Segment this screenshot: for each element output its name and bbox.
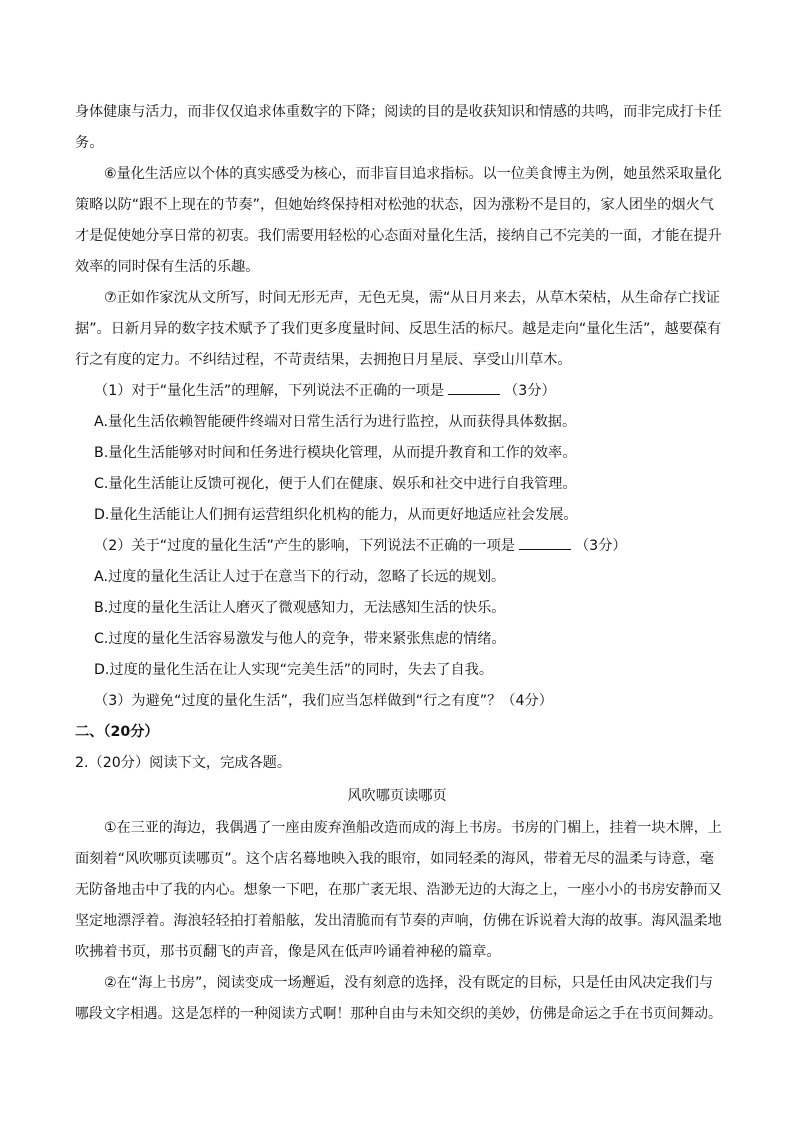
- question-stem-text: （2）关于“过度的量化生活”产生的影响，下列说法不正确的一项是: [94, 538, 515, 554]
- question-2-stem: [94, 536, 627, 556]
- section-heading: 二、（20分）: [75, 724, 159, 740]
- essay-paragraph-1-line: 无防备地击中了我的内心。想象一下吧，在那广袤无垠、浩渺无边的大海之上，一座小小的书房安静而又: [75, 882, 722, 898]
- question-score: （3分）: [574, 538, 627, 554]
- question-1-stem: [94, 381, 556, 401]
- paragraph-6-line: ⑥量化生活应以个体的真实感受为核心，而非盲目追求指标。以一位美食博主为例，她虽然采取量化: [104, 166, 722, 182]
- answer-blank[interactable]: [519, 537, 571, 550]
- essay-title: 风吹哪页读哪页: [347, 788, 447, 804]
- essay-paragraph-1-line: 面刻着“风吹哪页读哪页”。这个店名蓦地映入我的眼帘，如同轻柔的海风，带着无尽的温柔与诗意，毫: [75, 851, 714, 867]
- essay-paragraph-1-line: 吹拂着书页，那书页翻飞的声音，像是风在低声吟诵着神秘的篇章。: [75, 944, 501, 960]
- option-a: A.过度的量化生活让人过于在意当下的行动，忽略了长远的规划。: [94, 569, 506, 585]
- option-c: C.过度的量化生活容易激发与他人的竞争，带来紧张焦虑的情绪。: [94, 631, 506, 647]
- text-line: 身体健康与活力，而非仅仅追求体重数字的下降；阅读的目的是收获知识和情感的共鸣，而非完成打卡任: [75, 104, 722, 120]
- question-stem-text: （1）对于“量化生活”的理解，下列说法不正确的一项是: [94, 383, 445, 399]
- text-line: 务。: [75, 135, 104, 151]
- option-c: C.量化生活能让反馈可视化，便于人们在健康、娱乐和社交中进行自我管理。: [94, 476, 577, 492]
- section-instruction: 2.（20分）阅读下文，完成各题。: [75, 755, 292, 771]
- question-score: （3分）: [504, 383, 556, 399]
- paragraph-7-line: 据”。日新月异的数字技术赋予了我们更多度量时间、反思生活的标尺。越是走向“量化生活”，越要葆有: [75, 321, 722, 337]
- option-d: D.过度的量化生活在让人实现“完美生活”的同时，失去了自我。: [94, 662, 494, 678]
- paragraph-7-line: 行之有度的定力。不纠结过程，不苛责结果，去拥抱日月星辰、享受山川草木。: [75, 352, 572, 368]
- essay-paragraph-1-line: ①在三亚的海边，我偶遇了一座由废弃渔船改造而成的海上书房。书房的门楣上，挂着一块木牌，上: [104, 820, 722, 836]
- option-a: A.量化生活依赖智能硬件终端对日常生活行为进行监控，从而获得具体数据。: [94, 414, 577, 430]
- answer-blank[interactable]: [448, 382, 500, 395]
- paragraph-6-line: 效率的同时保有生活的乐趣。: [75, 259, 260, 275]
- paragraph-7-line: ⑦正如作家沈从文所写，时间无形无声，无色无臭，需“从日月来去，从草木荣枯，从生命存亡找证: [104, 290, 720, 306]
- option-b: B.过度的量化生活让人磨灭了微观感知力，无法感知生活的快乐。: [94, 600, 506, 616]
- paragraph-6-line: 策略以防“跟不上现在的节奏”，但她始终保持相对松弛的状态，因为涨粉不是目的，家人团坐的烟火气: [75, 197, 714, 213]
- option-d: D.量化生活能让人们拥有运营组织化机构的能力，从而更好地适应社会发展。: [94, 507, 578, 523]
- paragraph-6-line: 才是促使她分享日常的初衷。我们需要用轻松的心态面对量化生活，接纳自己不完美的一面，才能在提升: [75, 228, 722, 244]
- question-3-stem: （3）为避免“过度的量化生活”，我们应当怎样做到“行之有度”？（4分）: [94, 693, 553, 709]
- option-b: B.量化生活能够对时间和任务进行模块化管理，从而提升教育和工作的效率。: [94, 445, 577, 461]
- essay-paragraph-2-line: ②在“海上书房”，阅读变成一场邂逅，没有刻意的选择，没有既定的目标，只是任由风决定我们与: [104, 975, 714, 991]
- essay-paragraph-2-line: 哪段文字相遇。这是怎样的一种阅读方式啊！那种自由与未知交织的美妙，仿佛是命运之手在书页间舞动。: [75, 1006, 722, 1022]
- essay-paragraph-1-line: 坚定地漂浮着。海浪轻轻拍打着船舷，发出清脆而有节奏的声响，仿佛在诉说着大海的故事。海风温柔地: [75, 913, 722, 929]
